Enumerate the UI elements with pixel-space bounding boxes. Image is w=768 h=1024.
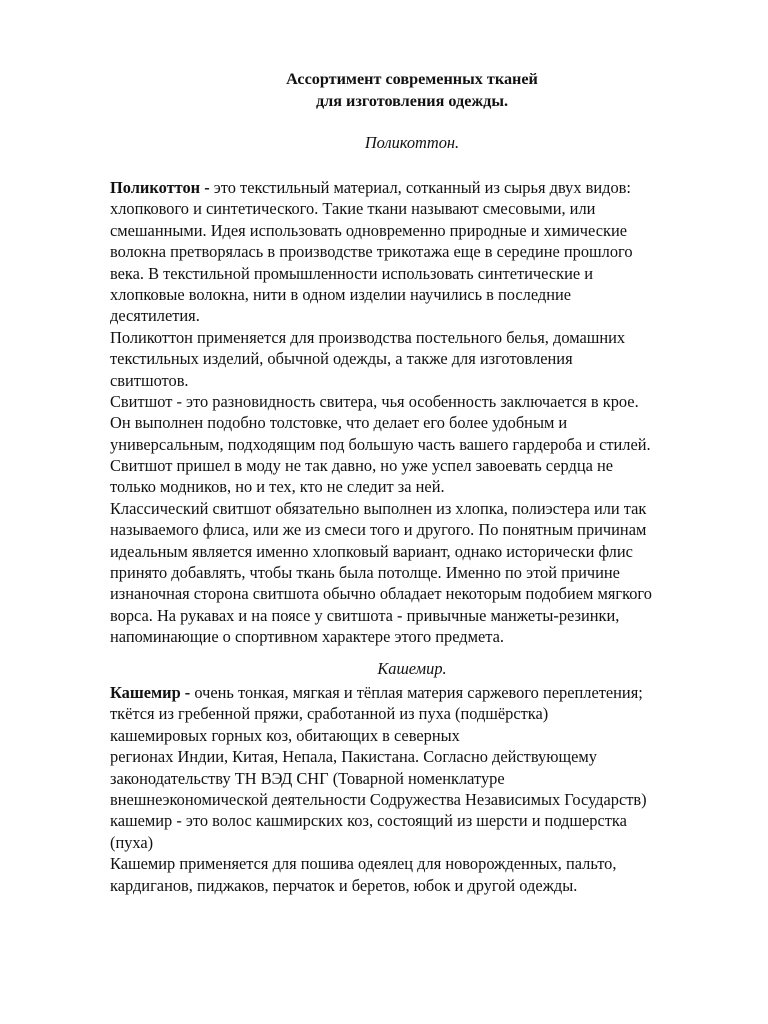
paragraph-line: века. В текстильной промышленности использовать синтетические и [110,263,593,283]
paragraph-line: свитшотов. [110,370,189,390]
term-cashmere: Кашемир - [110,683,191,702]
paragraph-line: ворса. На рукавах и на поясе у свитшота - привычные манжеты-резинки, [110,605,620,625]
paragraph-line: кашемир - это волос кашмирских коз, состоящий из шерсти и подшерстка [110,811,627,831]
paragraph-line: Поликоттон применяется для производства постельного белья, домашних [110,327,626,347]
paragraph-line: принято добавлять, чтобы ткань была потолще. Именно по этой причине [110,563,620,583]
paragraph-line: хлопкового и синтетического. Такие ткани называют смесовыми, или [110,199,596,219]
paragraph-line: текстильных изделий, обычной одежды, а также для изготовления [110,349,573,369]
section-heading-cashmere: Кашемир. [377,659,447,678]
section-heading-policotton: Поликоттон. [364,133,460,152]
paragraph-line: хлопковые волокна, нити в одном изделии научились в последние [110,284,572,304]
paragraph-line: ткётся из гребенной пряжи, сработанной из пуха (подшёрстка) [110,704,549,724]
paragraph-line: идеальным является именно хлопковый вариант, однако исторически флис [110,541,633,561]
paragraph-line: изнаночная сторона свитшота обычно обладает некоторым подобием мягкого [110,584,652,604]
document-title-line-2: для изготовления одежды. [315,92,509,110]
paragraph-line [110,682,730,703]
paragraph-line: смешанными. Идея использовать одновременно природные и химические [110,220,628,240]
term-policotton: Поликоттон - [110,178,210,197]
paragraph-line: Он выполнен подобно толстовке, что делает его более удобным и [110,413,568,433]
paragraph-line: волокна претворялась в производстве трикотажа еще в середине прошлого [110,242,633,262]
paragraph-line: внешнеэкономической деятельности Содружества Независимых Государств) [110,789,647,809]
paragraph-line: только модников, но и тех, кто не следит за ней. [110,477,445,497]
section-body-cashmere [110,682,730,896]
paragraph-line: кашемировых горных коз, обитающих в северных [110,725,460,745]
paragraph-line: кардиганов, пиджаков, перчаток и беретов, юбок и другой одежды. [110,875,578,895]
paragraph-line: универсальным, подходящим под большую часть вашего гардероба и стилей. [110,434,651,454]
section-body-policotton [110,177,730,648]
document-title-line-1: Ассортимент современных тканей [286,70,538,88]
paragraph-line: законодательству ТН ВЭД СНГ (Товарной номенклатуре [110,768,505,788]
paragraph-line: Классический свитшот обязательно выполнен из хлопка, полиэстера или так [110,498,647,518]
paragraph-line: десятилетия. [110,306,200,326]
paragraph-line: называемого флиса, или же из смеси того и другого. По понятным причинам [110,520,647,540]
paragraph-line: Свитшот пришел в моду не так давно, но уже успел завоевать сердца не [110,456,614,476]
line-text: очень тонкая, мягкая и тёплая материя саржевого переплетения; [190,683,643,702]
paragraph-line: (пуха) [110,832,154,852]
line-text: это текстильный материал, сотканный из сырья двух видов: [209,178,631,197]
paragraph-line: регионах Индии, Китая, Непала, Пакистана. Согласно действующему [110,747,597,767]
paragraph-line: напоминающие о спортивном характере этого предмета. [110,627,505,647]
paragraph-line: Кашемир применяется для пошива одеялец для новорожденных, пальто, [110,854,617,874]
paragraph-line [110,177,730,198]
paragraph-line: Свитшот - это разновидность свитера, чья особенность заключается в крое. [110,391,639,411]
